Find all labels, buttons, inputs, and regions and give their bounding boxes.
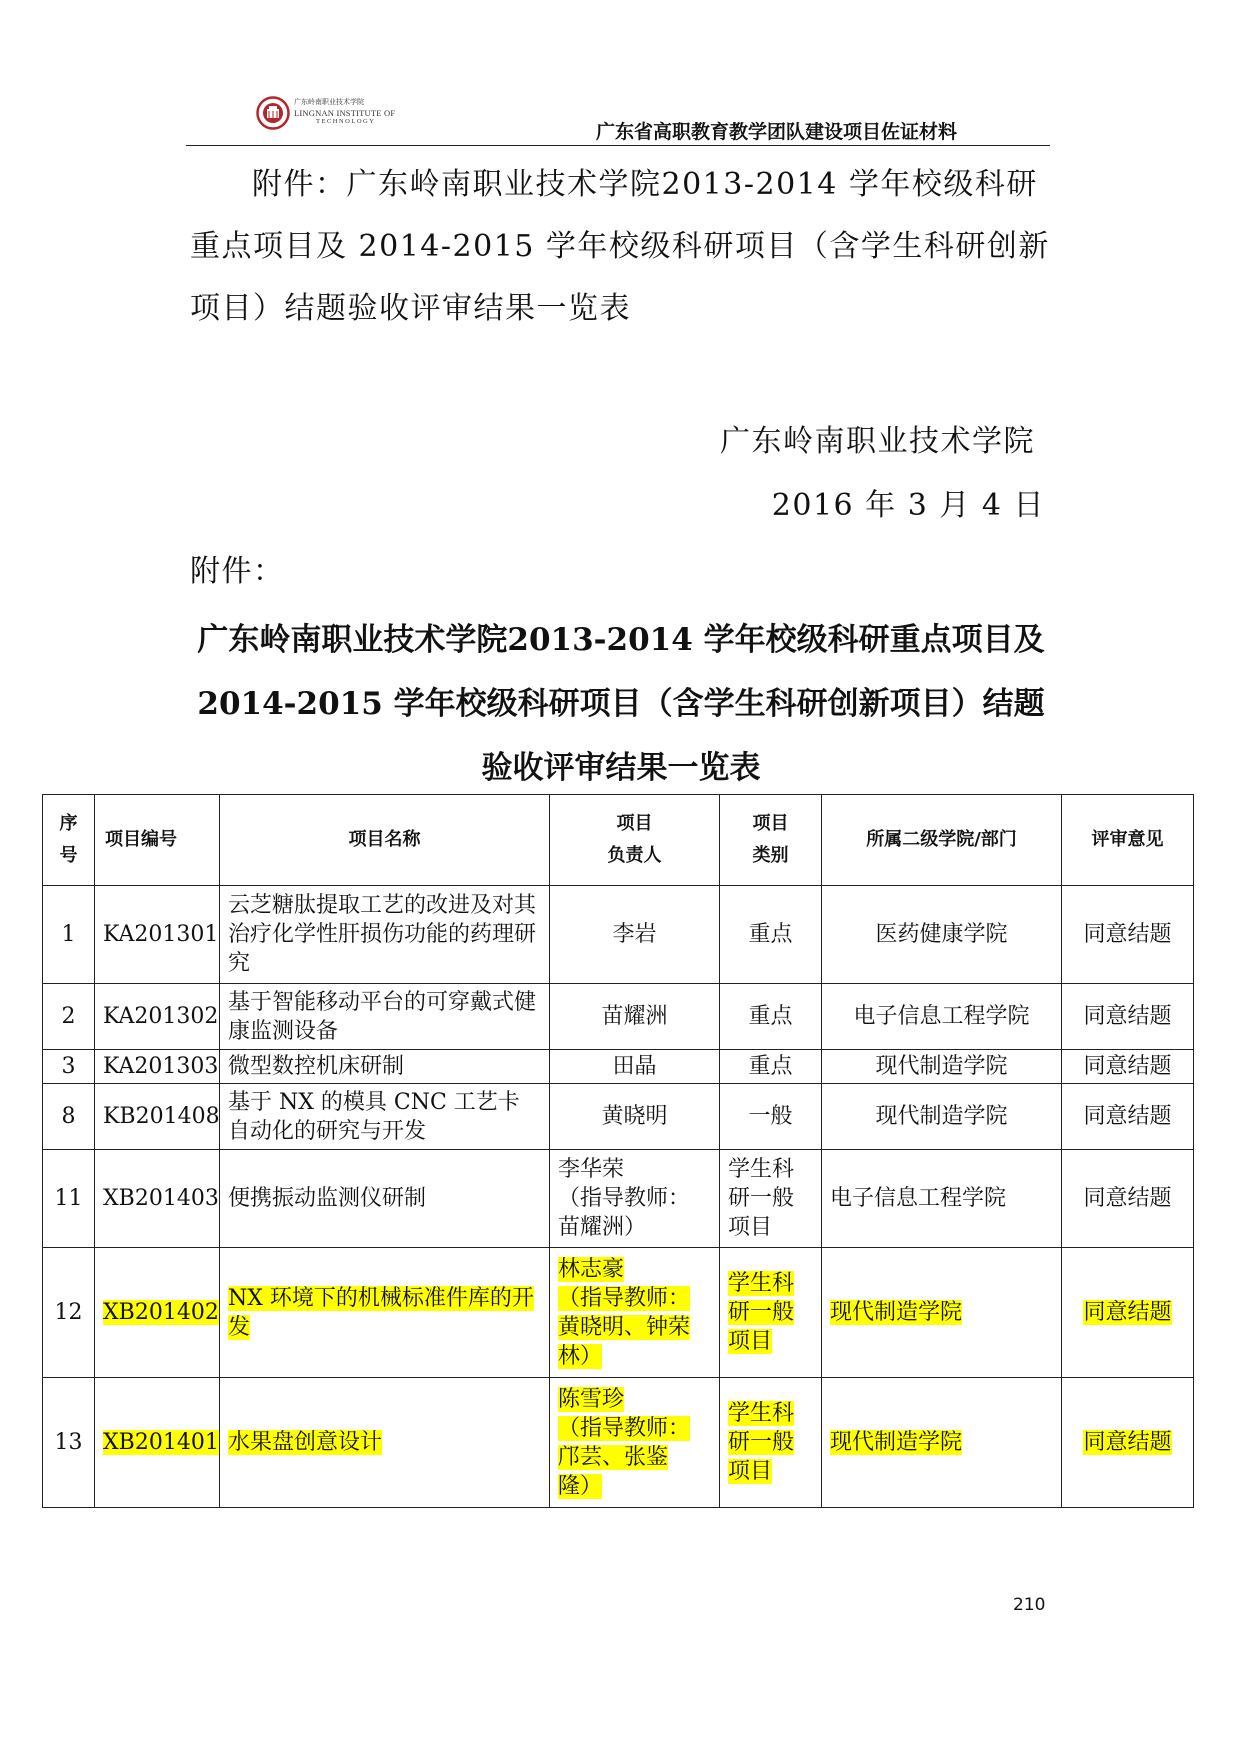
intro-paragraph [190,154,1050,340]
cell-leader: 黄晓明 [550,1084,720,1150]
document-title [188,608,1054,800]
cell-type: 重点 [720,1050,822,1084]
cell-seq: 1 [43,886,95,984]
table-row [43,886,1194,984]
cell-seq: 12 [43,1248,95,1378]
header-code: 项目编号 [95,795,220,886]
cell-name: 便携振动监测仪研制 [220,1150,550,1248]
header-opinion: 评审意见 [1062,795,1194,886]
table-row [43,1084,1194,1150]
institute-logo [256,94,396,134]
header-divider [186,145,1050,146]
cell-name: 水果盘创意设计 [228,1430,383,1455]
cell-type: 学生科 研一般 项目 [720,1150,822,1248]
cell-dept: 现代制造学院 [830,1300,963,1325]
logo-chinese-name: 广东岭南职业技术学院 [294,98,364,106]
cell-leader: 陈雪珍 （指导教师： 邝芸、张鉴 隆） [558,1386,691,1499]
header-dept: 所属二级学院/部门 [822,795,1062,886]
cell-type: 学生科 研一般 项目 [728,1401,795,1484]
cell-opinion: 同意结题 [1062,1150,1194,1248]
cell-opinion: 同意结题 [1062,1050,1194,1084]
page-number: 210 [1013,1595,1046,1615]
cell-type: 重点 [720,886,822,984]
cell-name: 基于 NX 的模具 CNC 工艺卡自动化的研究与开发 [220,1084,550,1150]
cell-code: KA201302 [95,984,220,1050]
cell-code: KA201303 [95,1050,220,1084]
seal-icon [256,96,290,130]
header-type: 项目 类别 [720,795,822,886]
table-row [43,984,1194,1050]
title-line-3: 验收评审结果一览表 [481,750,761,786]
cell-type: 学生科 研一般 项目 [728,1271,795,1354]
results-table [42,794,1194,1508]
cell-leader: 苗耀洲 [550,984,720,1050]
table-row [43,1378,1194,1508]
cell-seq: 2 [43,984,95,1050]
cell-type: 重点 [720,984,822,1050]
issuing-organization: 广东岭南职业技术学院 [720,424,1035,459]
table-row [43,1150,1194,1248]
header-title: 广东省高职教育教学团队建设项目佐证材料 [596,121,958,143]
cell-opinion: 同意结题 [1062,1084,1194,1150]
table-row [43,1248,1194,1378]
cell-dept: 电子信息工程学院 [822,984,1062,1050]
cell-seq: 8 [43,1084,95,1150]
cell-opinion: 同意结题 [1062,886,1194,984]
cell-leader: 田晶 [550,1050,720,1084]
cell-code: XB201402 [103,1300,219,1325]
cell-name: 云芝糖肽提取工艺的改进及对其治疗化学性肝损伤功能的药理研究 [220,886,550,984]
cell-opinion: 同意结题 [1083,1300,1172,1325]
cell-type: 一般 [720,1084,822,1150]
cell-code: XB201401 [103,1430,219,1455]
cell-opinion: 同意结题 [1062,984,1194,1050]
header-name: 项目名称 [220,795,550,886]
cell-code: XB201403 [95,1150,220,1248]
cell-dept: 医药健康学院 [822,886,1062,984]
cell-leader: 李岩 [550,886,720,984]
intro-line-3: 项目）结题验收评审结果一览表 [190,291,631,326]
cell-name: NX 环境下的机械标准件库的开发 [228,1285,534,1340]
intro-line-1: 附件：广东岭南职业技术学院2013-2014 学年校级科研 [252,167,1038,202]
table-row [43,1050,1194,1084]
cell-leader: 林志豪 （指导教师： 黄晓明、钟荣 林） [558,1256,691,1369]
cell-dept: 现代制造学院 [822,1084,1062,1150]
header-seq: 序 号 [43,795,95,886]
cell-name: 微型数控机床研制 [220,1050,550,1084]
title-line-1: 广东岭南职业技术学院2013-2014 学年校级科研重点项目及 [197,622,1045,658]
intro-line-2: 重点项目及 2014-2015 学年校级科研项目（含学生科研创新 [190,229,1050,264]
cell-dept: 现代制造学院 [822,1050,1062,1084]
table-header-row [43,795,1194,886]
cell-leader: 李华荣 （指导教师： 苗耀洲） [550,1150,720,1248]
cell-dept: 现代制造学院 [830,1430,963,1455]
cell-seq: 13 [43,1378,95,1508]
logo-english-name: LINGNAN INSTITUTE OF [294,108,396,118]
logo-english-name-2: TECHNOLOGY [316,118,376,125]
header-leader: 项目 负责人 [550,795,720,886]
title-line-2: 2014-2015 学年校级科研项目（含学生科研创新项目）结题 [197,686,1045,722]
cell-dept: 电子信息工程学院 [822,1150,1062,1248]
attachment-label: 附件： [190,554,285,589]
cell-opinion: 同意结题 [1083,1430,1172,1455]
cell-code: KA201301 [95,886,220,984]
issue-date: 2016 年 3 月 4 日 [771,488,1045,523]
cell-code: KB201408 [95,1084,220,1150]
cell-seq: 3 [43,1050,95,1084]
cell-seq: 11 [43,1150,95,1248]
cell-name: 基于智能移动平台的可穿戴式健康监测设备 [220,984,550,1050]
